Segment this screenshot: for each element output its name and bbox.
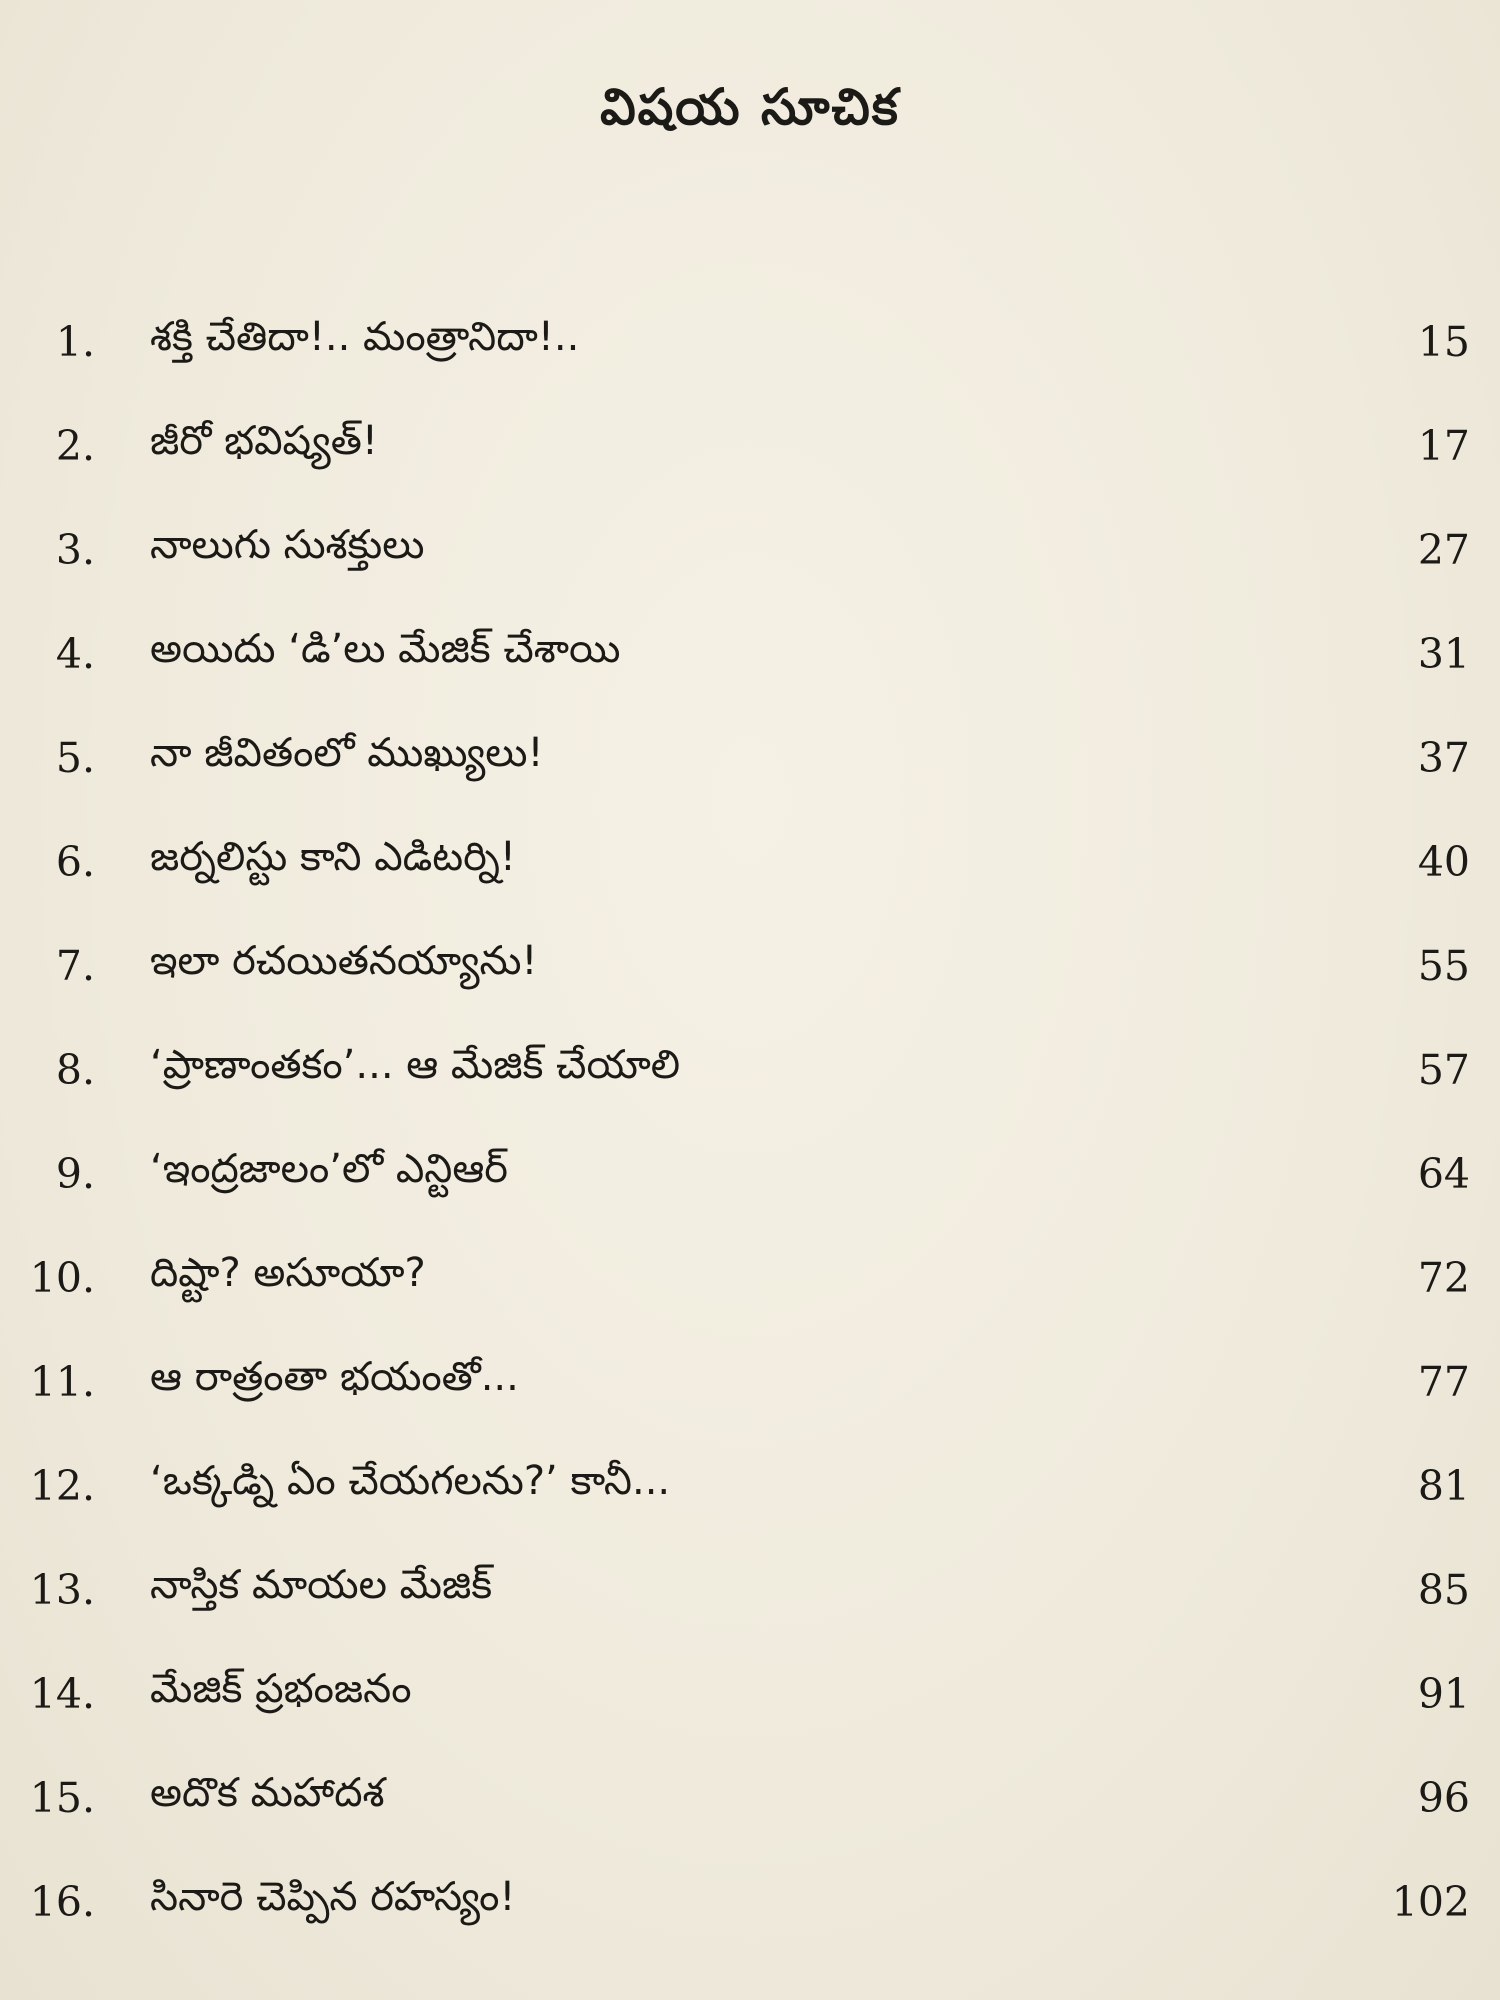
toc-entry — [0, 1538, 1500, 1642]
entry-page: 72 — [1417, 1254, 1470, 1302]
toc-entry — [0, 1018, 1500, 1122]
toc-entry — [0, 290, 1500, 394]
toc-entry — [0, 1642, 1500, 1746]
entry-number: 3. — [55, 526, 95, 574]
entry-number: 2. — [55, 422, 95, 470]
entry-page: 31 — [1417, 630, 1470, 678]
entry-page: 15 — [1417, 318, 1470, 366]
entry-page: 96 — [1417, 1774, 1470, 1822]
entry-title: అదొక మహాదశ — [150, 1770, 385, 1816]
toc-entry — [0, 1850, 1500, 1954]
entry-number: 9. — [55, 1150, 95, 1198]
toc-entry — [0, 1330, 1500, 1434]
entry-title: ‘ప్రాణాంతకం’... ఆ మేజిక్ చేయాలి — [150, 1042, 681, 1088]
entry-number: 15. — [29, 1774, 95, 1822]
entry-number: 7. — [55, 942, 95, 990]
entry-page: 55 — [1417, 942, 1470, 990]
toc-entry — [0, 1746, 1500, 1850]
entry-number: 14. — [29, 1670, 95, 1718]
entry-page: 17 — [1417, 422, 1470, 470]
entry-title: ‘ఇంద్రజాలం’లో ఎన్టిఆర్ — [150, 1146, 509, 1192]
entry-page: 64 — [1417, 1150, 1470, 1198]
entry-number: 1. — [55, 318, 95, 366]
toc-entry — [0, 810, 1500, 914]
entry-page: 91 — [1417, 1670, 1470, 1718]
entry-title: జీరో భవిష్యత్! — [150, 418, 378, 464]
entry-number: 8. — [55, 1046, 95, 1094]
toc-list — [0, 290, 1500, 1954]
toc-entry — [0, 602, 1500, 706]
entry-page: 77 — [1417, 1358, 1470, 1406]
page-title: విషయ సూచిక — [600, 78, 900, 136]
entry-page: 40 — [1417, 838, 1470, 886]
toc-entry — [0, 1226, 1500, 1330]
entry-page: 81 — [1417, 1462, 1470, 1510]
entry-number: 16. — [29, 1878, 95, 1926]
entry-title: ‘ఒక్కడ్ని ఏం చేయగలను?’ కానీ... — [150, 1458, 671, 1504]
entry-title: సినారె చెప్పిన రహస్యం! — [150, 1874, 516, 1920]
entry-page: 27 — [1417, 526, 1470, 574]
entry-title: శక్తి చేతిదా!.. మంత్రానిదా!.. — [150, 314, 580, 360]
toc-entry — [0, 1434, 1500, 1538]
entry-title: ఇలా రచయితనయ్యాను! — [150, 938, 538, 984]
entry-number: 4. — [55, 630, 95, 678]
toc-entry — [0, 394, 1500, 498]
entry-page: 102 — [1391, 1878, 1470, 1926]
entry-number: 5. — [55, 734, 95, 782]
entry-number: 11. — [29, 1358, 95, 1406]
entry-page: 37 — [1417, 734, 1470, 782]
entry-title: జర్నలిస్టు కాని ఎడిటర్ని! — [150, 834, 516, 880]
entry-number: 10. — [29, 1254, 95, 1302]
entry-title: అయిదు ‘డి’లు మేజిక్ చేశాయి — [150, 626, 621, 672]
entry-title: నాలుగు సుశక్తులు — [150, 522, 425, 568]
entry-title: నాస్తిక మాయల మేజిక్ — [150, 1562, 493, 1608]
entry-title: మేజిక్ ప్రభంజనం — [150, 1666, 412, 1712]
toc-entry — [0, 914, 1500, 1018]
toc-entry — [0, 1122, 1500, 1226]
entry-page: 57 — [1417, 1046, 1470, 1094]
entry-title: నా జీవితంలో ముఖ్యులు! — [150, 730, 544, 776]
toc-entry — [0, 706, 1500, 810]
entry-title: దిష్టా? అసూయా? — [150, 1250, 426, 1296]
entry-page: 85 — [1417, 1566, 1470, 1614]
entry-number: 12. — [29, 1462, 95, 1510]
entry-number: 13. — [29, 1566, 95, 1614]
toc-entry — [0, 498, 1500, 602]
entry-number: 6. — [55, 838, 95, 886]
entry-title: ఆ రాత్రంతా భయంతో... — [150, 1354, 519, 1400]
